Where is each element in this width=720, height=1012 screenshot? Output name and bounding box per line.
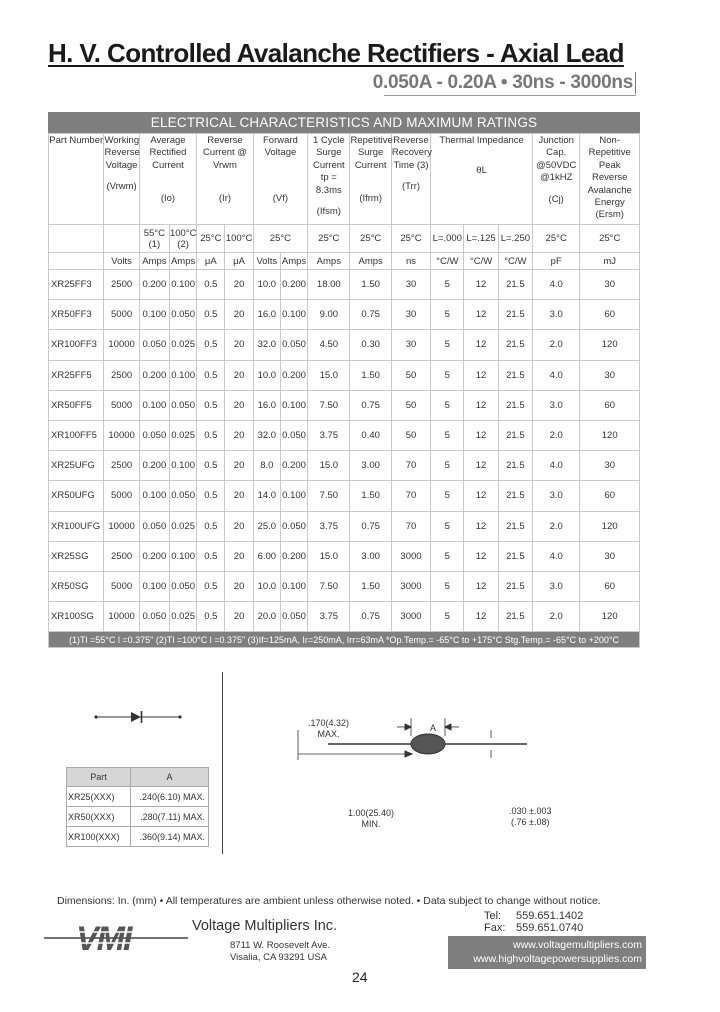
part-number-cell: XR25UFG [49, 451, 104, 481]
unit-cell: °C/W [498, 253, 532, 270]
table-cell: 2.0 [533, 511, 580, 541]
table-cell: 5 [431, 602, 464, 632]
table-cell: 7.50 [308, 390, 350, 420]
page-number: 24 [352, 969, 368, 985]
table-cell: 21.5 [498, 270, 532, 300]
table-cell: 2.0 [533, 602, 580, 632]
table-cell: 5 [431, 390, 464, 420]
unit-cell: °C/W [431, 253, 464, 270]
table-cell: 3.75 [308, 420, 350, 450]
table-cell: 0.5 [197, 511, 225, 541]
length-a-label: A [430, 723, 437, 733]
table-cell: 0.200 [139, 270, 169, 300]
cond-ifrm: 25°C [350, 225, 391, 253]
table-cell: 0.050 [169, 300, 196, 330]
table-cell: 3.0 [533, 481, 580, 511]
table-cell: 0.200 [280, 270, 307, 300]
table-cell: 0.050 [280, 511, 307, 541]
table-cell: 50 [391, 360, 430, 390]
header-thermal-impedance: Thermal Impedance θL [431, 134, 533, 225]
header-average-current: Average Rectified Current (Io) [139, 134, 196, 225]
table-cell: 2500 [104, 270, 139, 300]
table-cell: 0.200 [280, 541, 307, 571]
vmi-logo-icon [42, 914, 190, 964]
part-number-cell: XR50SG [49, 571, 104, 601]
part-number-cell: XR100UFG [49, 511, 104, 541]
table-cell: 0.100 [169, 360, 196, 390]
cond-l3: L=.250 [498, 225, 532, 253]
unit-cell: Amps [139, 253, 169, 270]
table-cell: 3000 [391, 602, 430, 632]
svg-text:VMI: VMI [76, 920, 131, 958]
table-cell: 10000 [104, 330, 139, 360]
table-cell: 12 [464, 420, 498, 450]
table-cell: 10.0 [253, 571, 280, 601]
table-cell: 6.00 [253, 541, 280, 571]
part-number-cell: XR25SG [49, 541, 104, 571]
table-cell: 7.50 [308, 571, 350, 601]
header-recovery-time: Reverse Recovery Time (3) (Trr) [391, 134, 430, 225]
part-number-cell: XR50FF3 [49, 300, 104, 330]
part-number-cell: XR50FF5 [49, 390, 104, 420]
table-cell: 10.0 [253, 360, 280, 390]
table-cell: 5 [431, 420, 464, 450]
table-cell: 5 [431, 511, 464, 541]
table-cell: 0.050 [280, 602, 307, 632]
table-cell: 30 [580, 451, 640, 481]
company-address: 8711 W. Roosevelt Ave. Visalia, CA 93291 USA [230, 940, 330, 963]
table-cell: 21.5 [498, 300, 532, 330]
table-cell: 60 [580, 300, 640, 330]
table-cell: 4.0 [533, 541, 580, 571]
table-cell: 5 [431, 360, 464, 390]
table-cell: 20 [225, 602, 253, 632]
table-cell: 12 [464, 360, 498, 390]
table-cell: 20.0 [253, 602, 280, 632]
table-cell: 30 [580, 541, 640, 571]
table-cell: 15.0 [308, 451, 350, 481]
table-cell: 0.050 [169, 481, 196, 511]
header-working-voltage: Working Reverse Voltage (Vrwm) [104, 134, 139, 225]
table-cell: 16.0 [253, 300, 280, 330]
table-cell: 30 [580, 360, 640, 390]
vmi-logo [42, 914, 190, 969]
table-cell: 0.100 [169, 451, 196, 481]
url-link[interactable]: www.voltagemultipliers.com [513, 939, 642, 951]
table-cell: 0.025 [169, 420, 196, 450]
table-cell: 0.200 [139, 541, 169, 571]
table-cell: 12 [464, 541, 498, 571]
table-cell: 2500 [104, 541, 139, 571]
table-row: XR50(XXX) .280(7.11) MAX. [67, 807, 209, 827]
part-number-cell: XR100FF3 [49, 330, 104, 360]
table-cell: 12 [464, 330, 498, 360]
table-cell: 20 [225, 270, 253, 300]
cond-ersm: 25°C [580, 225, 640, 253]
table-cell: 0.200 [280, 451, 307, 481]
table-cell: 5000 [104, 390, 139, 420]
footnote: (1)Tl =55°C l =0.375" (2)Tl =100°C l =0.375" (3)If=125mA, Ir=250mA, Irr=63mA *Op.Temp.= -65°C to +175°C Stg.Temp.= -65°C to +200°C [49, 632, 640, 648]
table-cell: 12 [464, 451, 498, 481]
table-cell: 20 [225, 511, 253, 541]
table-cell: 0.100 [139, 481, 169, 511]
table-cell: 30 [580, 270, 640, 300]
header-surge-current: 1 Cycle Surge Current tp = 8.3ms (Ifsm) [308, 134, 350, 225]
table-cell: 10000 [104, 511, 139, 541]
table-cell: 0.050 [139, 511, 169, 541]
table-cell: 120 [580, 420, 640, 450]
unit-cell: Amps [280, 253, 307, 270]
table-cell: 70 [391, 481, 430, 511]
fax-number: 559.651.0740 [516, 922, 584, 934]
table-cell: 2.0 [533, 420, 580, 450]
table-cell: 0.100 [280, 300, 307, 330]
table-cell: 20 [225, 420, 253, 450]
table-cell: 0.100 [169, 541, 196, 571]
table-cell: 2500 [104, 360, 139, 390]
part-number-cell: XR100FF5 [49, 420, 104, 450]
table-cell: 0.5 [197, 420, 225, 450]
table-cell: 0.100 [139, 390, 169, 420]
table-cell: 3000 [391, 571, 430, 601]
table-cell: 0.050 [139, 420, 169, 450]
table-cell: 0.100 [139, 300, 169, 330]
table-cell: 21.5 [498, 481, 532, 511]
table-cell: 3.0 [533, 300, 580, 330]
lead-length-label: 1.00(25.40) MIN. [348, 808, 395, 829]
table-cell: 21.5 [498, 330, 532, 360]
body-diameter-label: .170(4.32) MAX. [308, 718, 350, 739]
table-cell: 21.5 [498, 571, 532, 601]
table-cell: 21.5 [498, 511, 532, 541]
table-cell: 3.00 [350, 541, 391, 571]
table-cell: 20 [225, 390, 253, 420]
header-part: Part Number [49, 134, 104, 225]
table-cell: 60 [580, 481, 640, 511]
table-cell: 3.0 [533, 571, 580, 601]
header-forward-voltage: Forward Voltage (Vf) [253, 134, 307, 225]
table-cell: 12 [464, 571, 498, 601]
notes-line: Dimensions: In. (mm) • All temperatures are ambient unless otherwise noted. • Data subject to change without notice. [57, 895, 601, 907]
table-cell: 5 [431, 451, 464, 481]
table-cell: 5 [431, 330, 464, 360]
table-cell: 15.0 [308, 360, 350, 390]
table-cell: 5 [431, 541, 464, 571]
table-cell: 0.75 [350, 300, 391, 330]
table-cell: 0.75 [350, 390, 391, 420]
table-cell: 0.5 [197, 360, 225, 390]
unit-cell: °C/W [464, 253, 498, 270]
table-cell: 32.0 [253, 330, 280, 360]
table-cell: 60 [580, 571, 640, 601]
page-title: H. V. Controlled Avalanche Rectifiers - Axial Lead [48, 38, 624, 68]
table-cell: 4.0 [533, 270, 580, 300]
unit-cell: μA [225, 253, 253, 270]
table-cell: 5 [431, 571, 464, 601]
table-cell: 5 [431, 270, 464, 300]
table-cell: 5000 [104, 571, 139, 601]
table-cell: 4.0 [533, 360, 580, 390]
table-cell: 20 [225, 330, 253, 360]
table-cell: 14.0 [253, 481, 280, 511]
table-cell: 9.00 [308, 300, 350, 330]
table-cell: 0.025 [169, 330, 196, 360]
header-repetitive-surge: Repetitive Surge Current (Ifrm) [350, 134, 391, 225]
table-cell: 7.50 [308, 481, 350, 511]
table-cell: 50 [391, 390, 430, 420]
table-cell: 0.100 [280, 390, 307, 420]
parts-dimension-table [66, 767, 209, 847]
table-cell: 20 [225, 541, 253, 571]
parts-header-row [67, 768, 209, 787]
table-cell: 8.0 [253, 451, 280, 481]
table-cell: 4.0 [533, 451, 580, 481]
table-cell: 5000 [104, 300, 139, 330]
table-cell: 20 [225, 300, 253, 330]
table-cell: 0.5 [197, 451, 225, 481]
table-cell: 50 [391, 420, 430, 450]
table-cell: 0.200 [139, 451, 169, 481]
table-cell: 1.50 [350, 481, 391, 511]
table-cell: 10000 [104, 420, 139, 450]
table-cell: 0.5 [197, 541, 225, 571]
table-cell: 18.00 [308, 270, 350, 300]
table-cell: 0.025 [169, 602, 196, 632]
table-cell: 21.5 [498, 451, 532, 481]
unit-cell: Volts [104, 253, 139, 270]
cond-ifsm: 25°C [308, 225, 350, 253]
table-cell: 12 [464, 511, 498, 541]
table-cell: 3.00 [350, 451, 391, 481]
table-cell: 30 [391, 270, 430, 300]
table-cell: 12 [464, 602, 498, 632]
table-cell: 2.0 [533, 330, 580, 360]
table-cell: 0.100 [169, 270, 196, 300]
table-cell: 0.100 [139, 571, 169, 601]
table-cell: 120 [580, 602, 640, 632]
unit-cell: Volts [253, 253, 280, 270]
table-cell: 0.050 [139, 330, 169, 360]
table-cell: 0.050 [280, 420, 307, 450]
table-cell: 21.5 [498, 390, 532, 420]
cond-l2: L=.125 [464, 225, 498, 253]
part-number-cell: XR100SG [49, 602, 104, 632]
table-cell: 30 [391, 300, 430, 330]
diode-symbol-icon [94, 711, 181, 723]
table-cell: 0.5 [197, 602, 225, 632]
table-cell: 4.50 [308, 330, 350, 360]
cond-ir-25: 25°C [197, 225, 225, 253]
page-subtitle: 0.050A - 0.20A • 30ns - 3000ns [373, 72, 636, 94]
table-cell: 120 [580, 511, 640, 541]
table-cell: 15.0 [308, 541, 350, 571]
unit-cell: μA [197, 253, 225, 270]
table-cell: 20 [225, 360, 253, 390]
cond-trr: 25°C [391, 225, 430, 253]
cond-io-55: 55°C (1) [139, 225, 169, 253]
table-cell: 0.050 [169, 390, 196, 420]
table-row: XR25(XXX) .240(6.10) MAX. [67, 787, 209, 807]
table-cell: 0.40 [350, 420, 391, 450]
table-cell: 21.5 [498, 602, 532, 632]
table-cell: 12 [464, 300, 498, 330]
table-cell: 0.5 [197, 330, 225, 360]
table-cell: 3.75 [308, 602, 350, 632]
table-cell: 1.50 [350, 270, 391, 300]
unit-cell: Amps [350, 253, 391, 270]
table-cell: 1.50 [350, 360, 391, 390]
company-contact: Tel: 559.651.1402 Fax: 559.651.0740 [484, 910, 584, 934]
cond-io-100: 100°C (2) [169, 225, 196, 253]
table-cell: 21.5 [498, 541, 532, 571]
table-cell: 5 [431, 300, 464, 330]
table-cell: 0.5 [197, 300, 225, 330]
unit-cell: Amps [308, 253, 350, 270]
phone-number: 559.651.1402 [516, 910, 584, 922]
table-cell: 10000 [104, 602, 139, 632]
parts-header-part: Part [67, 768, 131, 787]
table-cell: 3.0 [533, 390, 580, 420]
company-name: Voltage Multipliers Inc. [192, 918, 338, 934]
table-cell: 0.5 [197, 571, 225, 601]
table-cell: 2500 [104, 451, 139, 481]
header-junction-cap: Junction Cap. @50VDC @1kHZ (Cj) [533, 134, 580, 225]
table-cell: 21.5 [498, 360, 532, 390]
table-cell: 70 [391, 511, 430, 541]
table-cell: 0.5 [197, 390, 225, 420]
table-cell: 3.75 [308, 511, 350, 541]
header-reverse-current: Reverse Current @ Vrwm (Ir) [197, 134, 253, 225]
table-cell: 21.5 [498, 420, 532, 450]
table-cell: 5 [431, 481, 464, 511]
part-number-cell: XR50UFG [49, 481, 104, 511]
website-links [448, 936, 646, 969]
table-row: XR100(XXX) .360(9.14) MAX. [67, 827, 209, 847]
table-cell: 12 [464, 390, 498, 420]
table-cell: 0.025 [169, 511, 196, 541]
cond-cj: 25°C [533, 225, 580, 253]
table-cell: 5000 [104, 481, 139, 511]
url-link[interactable]: www.highvoltagepowersupplies.com [473, 953, 642, 965]
part-number-cell: XR25FF5 [49, 360, 104, 390]
table-banner: ELECTRICAL CHARACTERISTICS AND MAXIMUM RATINGS [48, 112, 640, 133]
table-cell: 32.0 [253, 420, 280, 450]
table-cell: 20 [225, 451, 253, 481]
table-cell: 0.5 [197, 270, 225, 300]
table-cell: 0.050 [139, 602, 169, 632]
table-cell: 1.50 [350, 571, 391, 601]
table-cell: 25.0 [253, 511, 280, 541]
unit-cell: Amps [169, 253, 196, 270]
cond-ir-100: 100°C [225, 225, 253, 253]
table-cell: 16.0 [253, 390, 280, 420]
table-cell: 30 [391, 330, 430, 360]
table-cell: 20 [225, 481, 253, 511]
header-avalanche-energy: Non-Repetitive Peak Reverse Avalanche Energy (Ersm) [580, 134, 640, 225]
table-cell: 3000 [391, 541, 430, 571]
table-cell: 0.5 [197, 481, 225, 511]
table-cell: 60 [580, 390, 640, 420]
table-cell: 0.100 [280, 571, 307, 601]
parts-header-a: A [131, 768, 209, 787]
table-cell: 0.75 [350, 602, 391, 632]
unit-cell: ns [391, 253, 430, 270]
table-cell: 0.050 [169, 571, 196, 601]
cond-vf: 25°C [253, 225, 307, 253]
unit-cell: pF [533, 253, 580, 270]
table-cell: 12 [464, 270, 498, 300]
cond-l1: L=.000 [431, 225, 464, 253]
table-cell: 0.100 [280, 481, 307, 511]
table-cell: 10.0 [253, 270, 280, 300]
table-cell: 20 [225, 571, 253, 601]
part-number-cell: XR25FF3 [49, 270, 104, 300]
table-cell: 0.200 [280, 360, 307, 390]
lead-diameter-label: .030 ±.003 (.76 ±.08) [509, 806, 552, 827]
table-cell: 120 [580, 330, 640, 360]
table-cell: 12 [464, 481, 498, 511]
table-cell: 70 [391, 451, 430, 481]
table-cell: 0.75 [350, 511, 391, 541]
table-cell: 0.050 [280, 330, 307, 360]
table-cell: 0.200 [139, 360, 169, 390]
table-cell: 0.30 [350, 330, 391, 360]
unit-cell: mJ [580, 253, 640, 270]
